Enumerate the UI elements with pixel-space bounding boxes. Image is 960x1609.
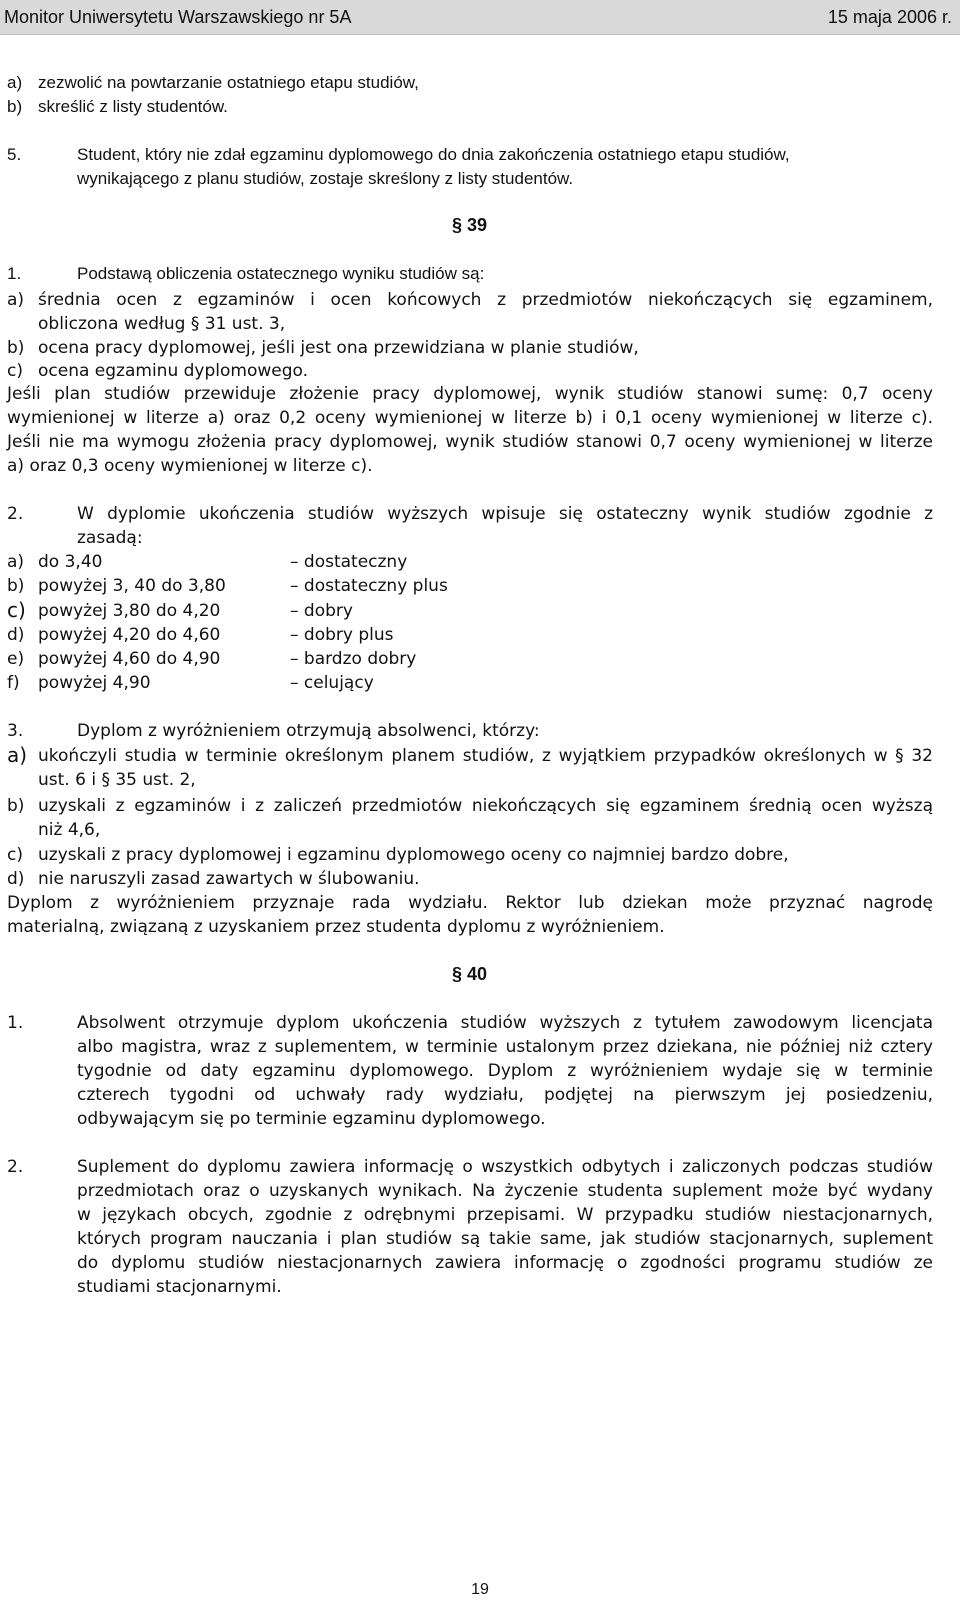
s40-p1-line-4: czterech tygodni od uchwały rady wydziału, podjętej na pierwszym jej posiedzeniu, (77, 1085, 933, 1105)
s40-p1-line-2: albo magistra, wraz z suplementem, w terminie ustalonym przez dziekana, nie później niż cztery (77, 1037, 933, 1057)
publication-date: 15 maja 2006 r. (827, 7, 952, 27)
s39-a-cont: obliczona według § 31 ust. 3, (38, 314, 286, 334)
s40-p1-line-5: odbywającym się po terminie egzaminu dyplomowego. (77, 1109, 546, 1129)
grade-row-c-range: powyżej 3,80 do 4,20 (38, 601, 221, 621)
s39-p2-marker: 2. (7, 504, 24, 524)
s39-c-marker: c) (7, 361, 23, 381)
s39-rule1-line-2: wymienionej w literze a) oraz 0,2 oceny wymienionej w literze b) i 0,1 oceny wymienionej w literze c). (7, 408, 933, 428)
s40-p1-line-3: tygodnie od daty egzaminu dyplomowego. Dyplom z wyróżnieniem wydaje się w terminie (77, 1061, 933, 1081)
item-5-marker: 5. (7, 145, 22, 164)
honors-b-marker: b) (7, 796, 25, 816)
s39-p2-line-2: zasadą: (77, 528, 143, 548)
honors-d-line-1: nie naruszyli zasad zawartych w ślubowaniu. (38, 869, 420, 889)
grade-row-f-grade: – celujący (290, 673, 374, 693)
honors-c-line-1: uzyskali z pracy dyplomowej i egzaminu dyplomowego oceny co najmniej bardzo dobre, (38, 845, 789, 865)
s40-p2-marker: 2. (7, 1157, 24, 1177)
s39-p1-marker: 1. (7, 264, 22, 283)
publication-title: Monitor Uniwersytetu Warszawskiego nr 5A (4, 7, 352, 27)
top-list-b-marker: b) (7, 97, 23, 116)
grade-row-c-marker: c) (7, 598, 26, 622)
grade-row-b-range: powyżej 3, 40 do 3,80 (38, 576, 226, 596)
s40-p1-line-1: Absolwent otrzymuje dyplom ukończenia studiów wyższych z tytułem zawodowym licencjata (77, 1013, 933, 1033)
s39-rule2-line-2: a) oraz 0,3 oceny wymienionej w literze c). (7, 456, 373, 476)
honors-note-line-2: materialną, związaną z uzyskaniem przez studenta dyplomu z wyróżnieniem. (7, 917, 665, 937)
grade-row-e-grade: – bardzo dobry (290, 649, 417, 669)
s40-p2-line-2: przedmiotach oraz o uzyskanych wynikach. Na życzenie studenta suplement może być wydany (77, 1181, 933, 1201)
s39-rule1-line-1: Jeśli plan studiów przewiduje złożenie pracy dyplomowej, wynik studiów stanowi sumę: 0,7 oceny (7, 384, 933, 404)
s39-b-marker: b) (7, 338, 25, 358)
honors-b-line-2: niż 4,6, (38, 820, 101, 840)
top-list-a-text: zezwolić na powtarzanie ostatniego etapu studiów, (38, 73, 419, 92)
honors-d-marker: d) (7, 869, 25, 889)
grade-row-c-grade: – dobry (290, 601, 353, 621)
grade-row-f-marker: f) (7, 673, 20, 693)
grade-row-d-marker: d) (7, 625, 25, 645)
item-5-line-2: wynikającego z planu studiów, zostaje skreślony z listy studentów. (77, 169, 574, 188)
s39-b-text: ocena pracy dyplomowej, jeśli jest ona przewidziana w planie studiów, (38, 338, 639, 358)
honors-a-line-2: ust. 6 i § 35 ust. 2, (38, 770, 196, 790)
s40-p2-line-6: studiami stacjonarnymi. (77, 1277, 282, 1297)
honors-a-marker: a) (7, 743, 28, 767)
grade-row-e-range: powyżej 4,60 do 4,90 (38, 649, 221, 669)
grade-row-a-marker: a) (7, 552, 25, 572)
s39-c-text: ocena egzaminu dyplomowego. (38, 361, 309, 381)
grade-row-a-grade: – dostateczny (290, 552, 408, 572)
s39-a-text: średnia ocen z egzaminów i ocen końcowych z przedmiotów niekończących się egzaminem, (38, 290, 933, 310)
top-list-b-text: skreślić z listy studentów. (38, 97, 228, 116)
grade-row-b-grade: – dostateczny plus (290, 576, 448, 596)
top-list-a-marker: a) (7, 73, 23, 92)
s39-p2-line-1: W dyplomie ukończenia studiów wyższych wpisuje się ostateczny wynik studiów zgodnie z (77, 504, 933, 524)
s39-rule2-line-1: Jeśli nie ma wymogu złożenia pracy dyplomowej, wynik studiów stanowi 0,7 oceny wymienionej w literze (7, 432, 933, 452)
s40-p2-line-1: Suplement do dyplomu zawiera informację o wszystkich odbytych i zaliczonych podczas studiów (77, 1157, 933, 1177)
grade-row-f-range: powyżej 4,90 (38, 673, 151, 693)
s40-p2-line-5: do dyplomu studiów niestacjonarnych zawiera informację o zgodności programu studiów ze (77, 1253, 933, 1273)
section-40-heading: § 40 (452, 964, 488, 984)
s39-a-marker: a) (7, 290, 25, 310)
section-39-heading: § 39 (452, 215, 488, 235)
honors-note-line-1: Dyplom z wyróżnieniem przyznaje rada wydziału. Rektor lub dziekan może przyznać nagrodę (7, 893, 933, 913)
s40-p1-marker: 1. (7, 1013, 24, 1033)
s39-p1-text: Podstawą obliczenia ostatecznego wyniku studiów są: (77, 264, 485, 283)
grade-row-a-range: do 3,40 (38, 552, 103, 572)
grade-row-d-grade: – dobry plus (290, 625, 394, 645)
honors-a-line-1: ukończyli studia w terminie określonym planem studiów, z wyjątkiem przypadków określonych w § 32 (38, 746, 933, 766)
honors-c-marker: c) (7, 845, 23, 865)
item-5-line-1: Student, który nie zdał egzaminu dyplomowego do dnia zakończenia ostatniego etapu studiów, (77, 145, 790, 164)
s40-p2-line-4: których program nauczania i plan studiów są takie same, jak studiów stacjonarnych, suplement (77, 1229, 933, 1249)
s39-p3-marker: 3. (7, 721, 24, 741)
grade-row-e-marker: e) (7, 649, 25, 669)
honors-b-line-1: uzyskali z egzaminów i z zaliczeń przedmiotów niekończących się egzaminem średnią ocen wyższą (38, 796, 933, 816)
grade-row-b-marker: b) (7, 576, 25, 596)
grade-row-d-range: powyżej 4,20 do 4,60 (38, 625, 221, 645)
s39-p3-text: Dyplom z wyróżnieniem otrzymują absolwenci, którzy: (77, 721, 540, 741)
s40-p2-line-3: w językach obcych, zgodnie z odrębnymi przepisami. W przypadku studiów niestacjonarnych, (77, 1205, 933, 1225)
page-number: 19 (471, 1581, 489, 1598)
